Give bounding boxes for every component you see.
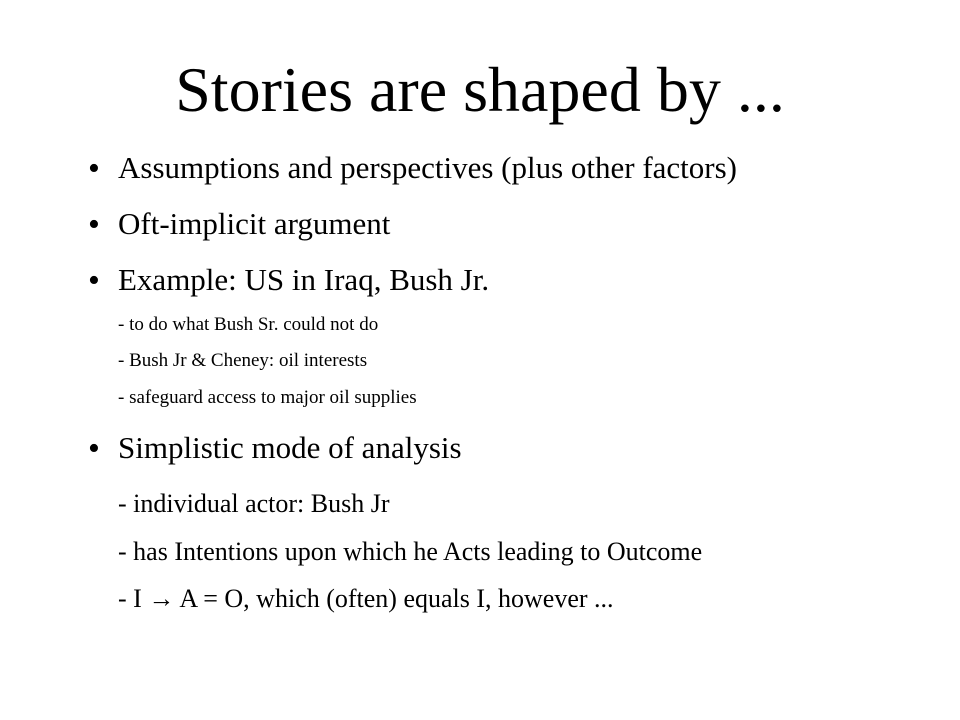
bullet-marker: • (88, 206, 100, 243)
sub-item-bush-sr: - to do what Bush Sr. could not do (118, 314, 379, 335)
sub-item-intentions: - has Intentions upon which he Acts leading to Outcome (118, 537, 703, 566)
sub-item-oil-interests: - Bush Jr & Cheney: oil interests (118, 350, 368, 371)
slide-title: Stories are shaped by ... (175, 54, 785, 125)
sub-item-i-a-o: - I → A = O, which (often) equals I, however ... (118, 584, 614, 613)
bullet-item-simplistic: Simplistic mode of analysis (118, 430, 462, 465)
bullet-item-assumptions: Assumptions and perspectives (plus other factors) (118, 150, 738, 185)
bullet-marker: • (88, 262, 100, 299)
sub-item-individual-actor: - individual actor: Bush Jr (118, 489, 390, 518)
bullet-marker: • (88, 430, 100, 467)
sub-item-oil-supplies: - safeguard access to major oil supplies (118, 387, 417, 408)
bullet-item-oft-implicit: Oft-implicit argument (118, 206, 391, 241)
bullet-marker: • (88, 150, 100, 187)
bullet-item-example: Example: US in Iraq, Bush Jr. (118, 262, 490, 297)
